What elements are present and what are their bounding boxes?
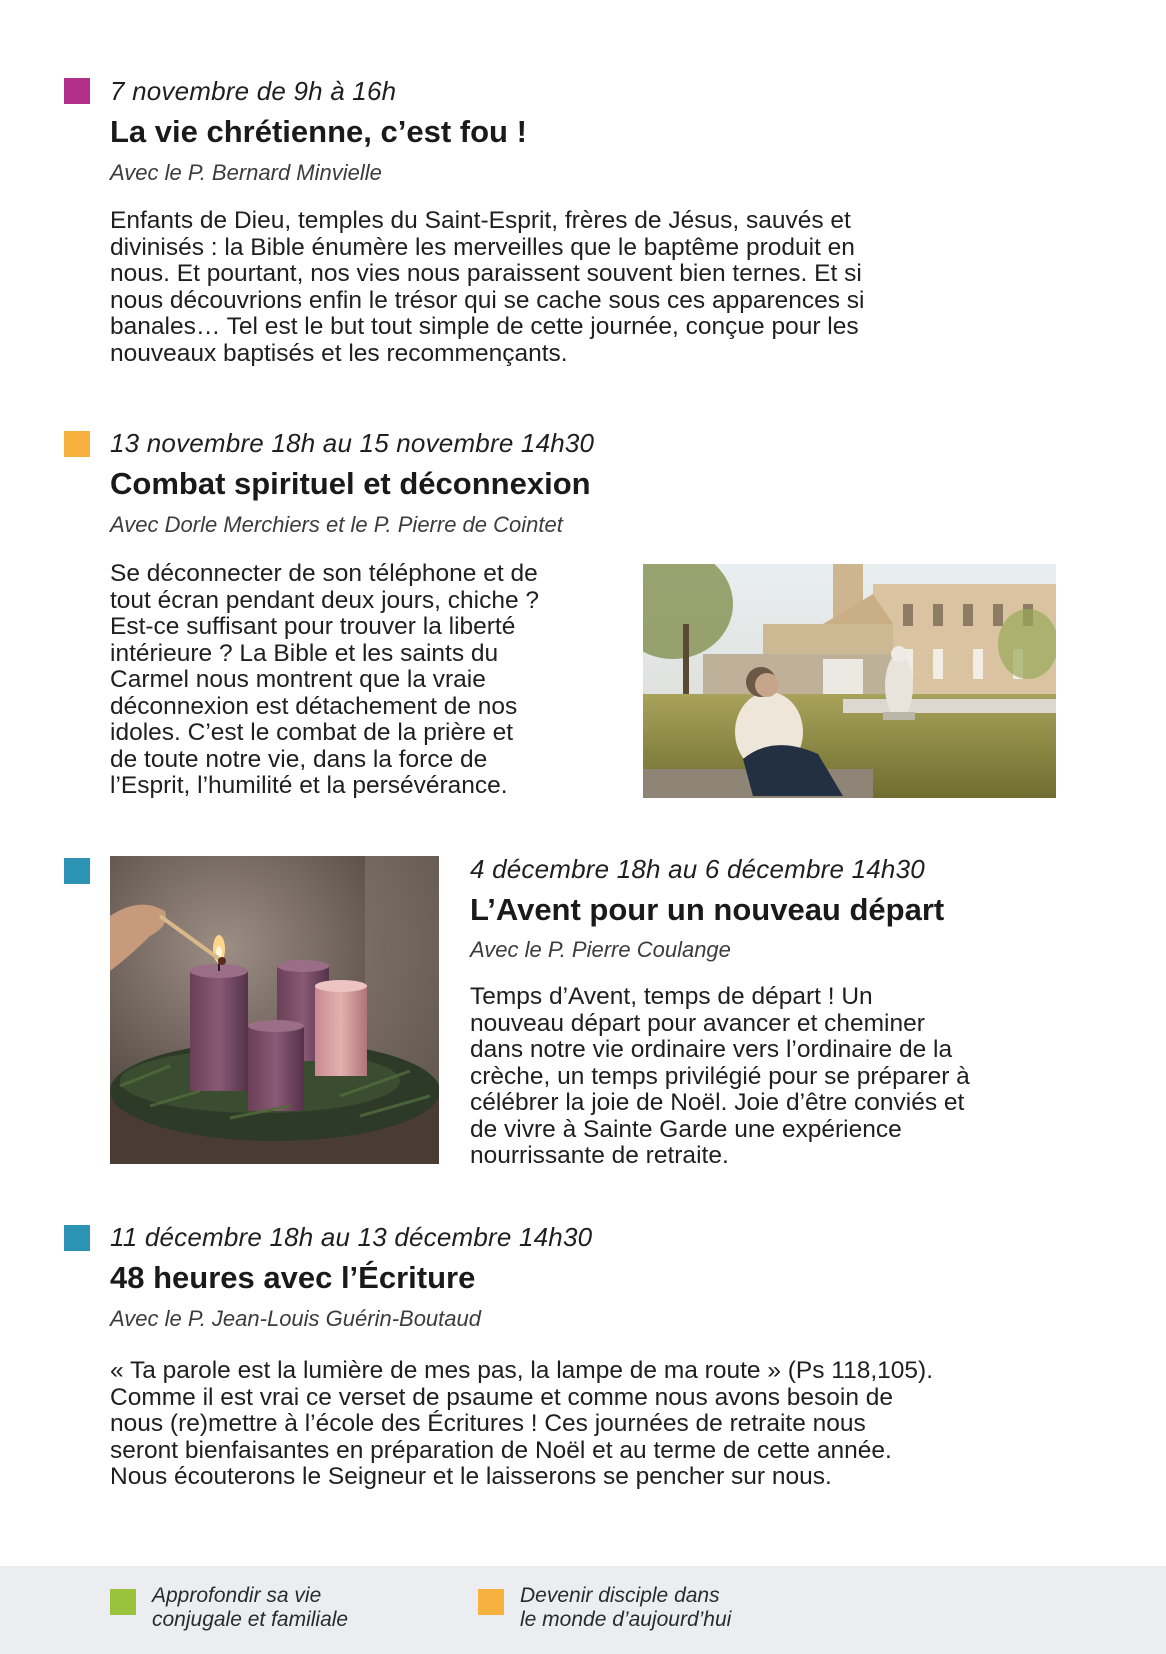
event-title: La vie chrétienne, c’est fou !	[110, 114, 527, 149]
event-date: 11 décembre 18h au 13 décembre 14h30	[110, 1222, 593, 1252]
legend-label: Devenir disciple dans le monde d’aujourd’hui	[520, 1584, 732, 1631]
legend-label: Approfondir sa vie conjugale et familiale	[152, 1584, 349, 1631]
event-date: 7 novembre de 9h à 16h	[110, 76, 397, 106]
event-description: Enfants de Dieu, temples du Saint-Esprit, frères de Jésus, sauvés et divinisés : la Bible énumère les merveilles que le baptême produit en nous. Et pourtant, nos vies nous paraissent souvent bien ternes. Et si nous découvrions enfin le trésor qui se cache sous ces apparences si banales… Tel est le but tout simple de cette journée, conçue pour les nouveaux baptisés et les recommençants.	[110, 207, 865, 367]
legend-footer	[0, 1566, 1166, 1654]
event-speaker: Avec le P. Jean-Louis Guérin-Boutaud	[110, 1306, 481, 1331]
event-speaker: Avec Dorle Merchiers et le P. Pierre de Cointet	[110, 512, 563, 537]
legend-square-orange	[478, 1589, 504, 1615]
category-square-magenta	[64, 78, 90, 104]
event-title: 48 heures avec l’Écriture	[110, 1260, 476, 1295]
event-date: 4 décembre 18h au 6 décembre 14h30	[470, 854, 925, 884]
event-title: Combat spirituel et déconnexion	[110, 466, 591, 501]
category-square-teal	[64, 1225, 90, 1251]
event-speaker: Avec le P. Pierre Coulange	[470, 937, 731, 962]
event-date: 13 novembre 18h au 15 novembre 14h30	[110, 428, 595, 458]
advent-candles-photo	[110, 856, 439, 1164]
category-square-orange	[64, 431, 90, 457]
event-speaker: Avec le P. Bernard Minvielle	[110, 160, 382, 185]
legend-square-green	[110, 1589, 136, 1615]
category-square-teal	[64, 858, 90, 884]
courtyard-photo	[643, 564, 1056, 798]
event-title: L’Avent pour un nouveau départ	[470, 892, 945, 927]
event-description: « Ta parole est la lumière de mes pas, la lampe de ma route » (Ps 118,105). Comme il est vrai ce verset de psaume et comme nous avons besoin de nous (re)mettre à l’école des Écritures ! Ces journées de retraite nous seront bienfaisantes en préparation de Noël et au terme de cette année. Nous écouterons le Seigneur et le laisserons se pencher sur nous.	[110, 1357, 934, 1490]
event-description: Se déconnecter de son téléphone et de tout écran pendant deux jours, chiche ? Est-ce suffisant pour trouver la liberté intérieure ? La Bible et les saints du Carmel nous montrent que la vraie déconnexion est détachement de nos idoles. C’est le combat de la prière et de toute notre vie, dans la force de l’Esprit, l’humilité et la persévérance.	[110, 560, 540, 799]
event-description: Temps d’Avent, temps de départ ! Un nouveau départ pour avancer et cheminer dans notre vie ordinaire vers l’ordinaire de la crèche, un temps privilégié pour se préparer à célébrer la joie de Noël. Joie d’être conviés et de vivre à Sainte Garde une expérience nourrissante de retraite.	[470, 983, 970, 1169]
